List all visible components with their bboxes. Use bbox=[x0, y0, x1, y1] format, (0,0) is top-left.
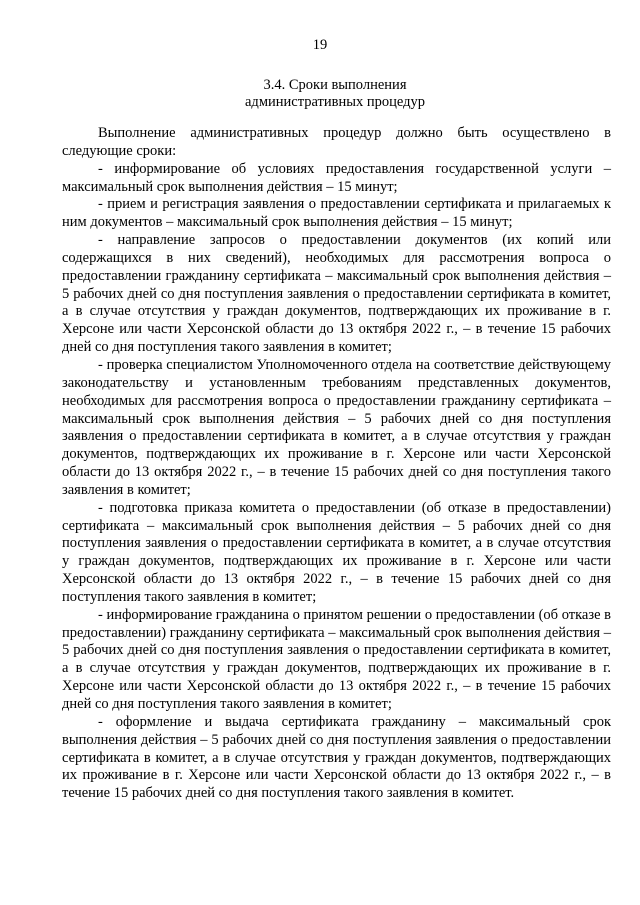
paragraph-intro: Выполнение административных процедур должно быть осуществлено в следующие сроки: bbox=[62, 125, 611, 159]
list-item-order-preparation: - подготовка приказа комитета о предоставлении (об отказе в предоставлении) сертификата – максимальный срок выполнения действия – 5 рабочих дней со дня поступления заявления о предоставлении сертификата в комитет, а в случае отсутствия у граждан документов, подтверждающих их проживание в г. Херсоне или части Херсонской области до 13 октября 2022 г., – в течение 15 рабочих дней со дня поступления такого заявления в комитет; bbox=[62, 499, 611, 605]
section-title-line-2: административных процедур bbox=[245, 94, 425, 110]
list-item-registration: - прием и регистрация заявления о предоставлении сертификата и прилагаемых к ним документов – максимальный срок выполнения действия – 15 минут; bbox=[62, 196, 611, 231]
section-title bbox=[0, 77, 640, 111]
list-item-certificate-issue: - оформление и выдача сертификата гражданину – максимальный срок выполнения действия – 5 рабочих дней со дня поступления заявления о предоставлении сертификата в комитет, а в случае отсутствия у граждан документов, подтверждающих их проживание в г. Херсоне или части Херсонской области до 13 октября 2022 г., – в течение 15 рабочих дней со дня поступления такого заявления в комитет. bbox=[62, 713, 611, 802]
list-item-requests: - направление запросов о предоставлении документов (их копий или содержащихся в них сведений), необходимых для рассмотрения вопроса о предоставлении гражданину сертификата – максимальный срок выполнения действия – 5 рабочих дней со дня поступления заявления о предоставлении сертификата в комитет, а в случае отсутствия у граждан документов, подтверждающих их проживание в г. Херсоне или части Херсонской области до 13 октября 2022 г., – в течение 15 рабочих дней со дня поступления такого заявления в комитет; bbox=[62, 232, 611, 356]
document-body bbox=[62, 125, 611, 803]
page-number: 19 bbox=[312, 37, 328, 53]
list-item-decision-notice: - информирование гражданина о принятом решении о предоставлении (об отказе в предоставлении) гражданину сертификата – максимальный срок выполнения действия – 5 рабочих дней со дня поступления заявления о предоставлении сертификата в комитет, а в случае отсутствия у граждан документов, подтверждающих их проживание в г. Херсоне или части Херсонской области до 13 октября 2022 г., – в течение 15 рабочих дней со дня поступления такого заявления в комитет; bbox=[62, 606, 611, 712]
section-title-line-1: 3.4. Сроки выполнения bbox=[263, 77, 407, 93]
list-item-informing: - информирование об условиях предоставления государственной услуги – максимальный срок выполнения действия – 15 минут; bbox=[62, 160, 611, 195]
list-item-verification: - проверка специалистом Уполномоченного отдела на соответствие действующему законодательству и установленным требованиям представленных документов, необходимых для рассмотрения вопроса о предоставлении гражданину сертификата – максимальный срок выполнения действия – 5 рабочих дней со дня поступления заявления о предоставлении сертификата в комитет, а в случае отсутствия у граждан документов, подтверждающих их проживание в г. Херсоне или части Херсонской области до 13 октября 2022 г., – в течение 15 рабочих дней со дня поступления такого заявления в комитет; bbox=[62, 356, 611, 498]
